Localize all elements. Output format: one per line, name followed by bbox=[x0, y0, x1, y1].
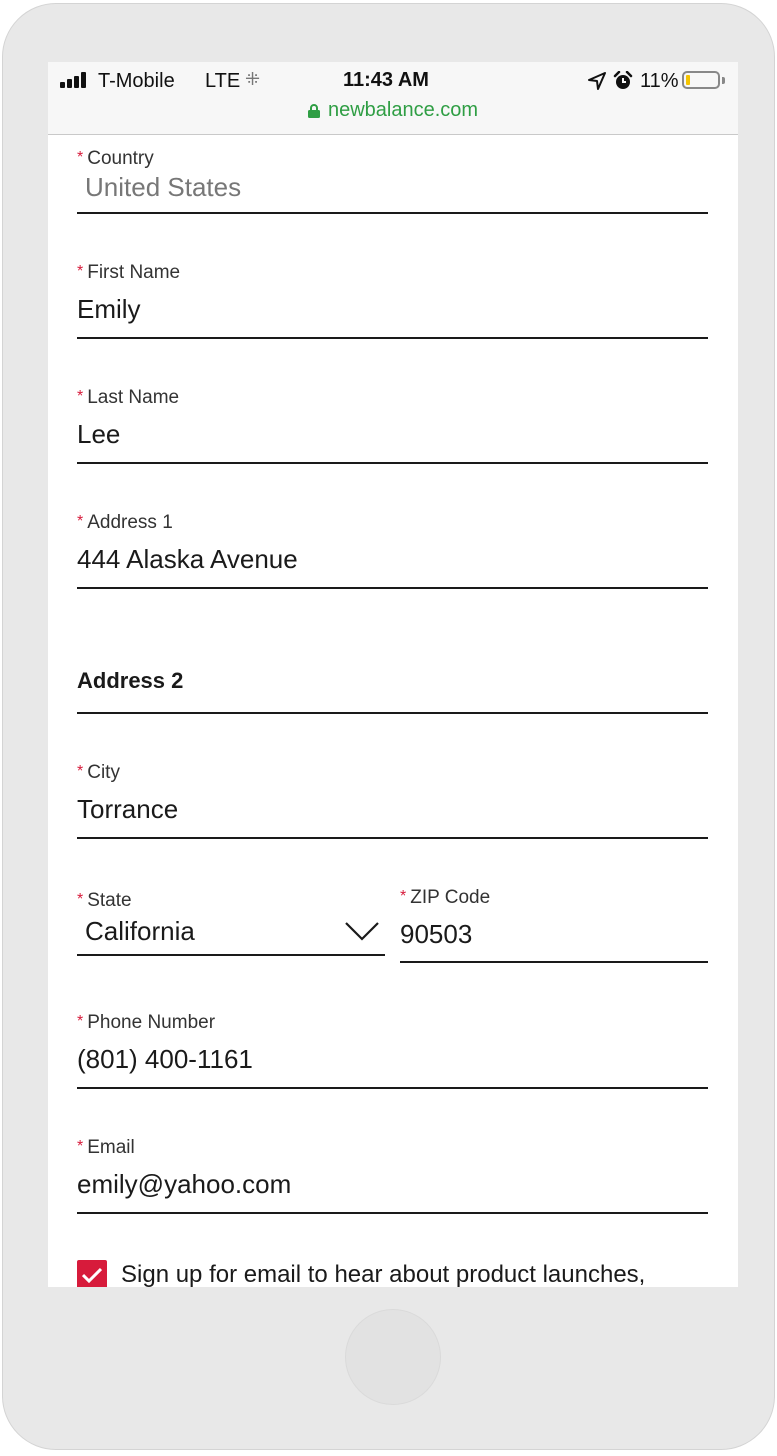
zip-label: * ZIP Code bbox=[400, 887, 491, 908]
city-label: * City bbox=[77, 762, 120, 783]
first-name-label: * First Name bbox=[77, 262, 181, 283]
battery-nub bbox=[722, 77, 725, 84]
phone-field[interactable] bbox=[77, 1010, 708, 1089]
address1-label: * Address 1 bbox=[77, 512, 173, 533]
country-field[interactable] bbox=[77, 146, 708, 214]
city-field[interactable] bbox=[77, 760, 708, 839]
newsletter-checkbox[interactable] bbox=[77, 1260, 107, 1287]
chevron-down-icon[interactable] bbox=[345, 921, 379, 941]
state-value[interactable]: California bbox=[85, 916, 195, 946]
first-name-input[interactable]: Emily bbox=[77, 294, 141, 324]
last-name-field[interactable] bbox=[77, 385, 708, 464]
location-arrow-icon bbox=[588, 72, 606, 90]
newsletter-label[interactable]: Sign up for email to hear about product launches, bbox=[121, 1261, 646, 1287]
country-label: * Country bbox=[77, 148, 154, 169]
last-name-label: * Last Name bbox=[77, 387, 180, 408]
address1-input[interactable]: 444 Alaska Avenue bbox=[77, 544, 298, 574]
zip-field[interactable] bbox=[400, 885, 708, 963]
address2-label: Address 2 bbox=[77, 668, 184, 693]
url-text: newbalance.com bbox=[327, 99, 479, 121]
email-label: * Email bbox=[77, 1137, 135, 1158]
address1-field[interactable] bbox=[77, 510, 708, 589]
state-label: * State bbox=[77, 890, 132, 911]
last-name-input[interactable]: Lee bbox=[77, 419, 121, 449]
state-select[interactable] bbox=[77, 888, 385, 956]
screen bbox=[48, 62, 738, 1287]
zip-input[interactable]: 90503 bbox=[400, 919, 473, 949]
phone-label: * Phone Number bbox=[77, 1012, 216, 1033]
home-button[interactable] bbox=[345, 1309, 441, 1405]
city-input[interactable]: Torrance bbox=[77, 794, 179, 824]
email-field[interactable] bbox=[77, 1135, 708, 1214]
status-bar bbox=[48, 62, 738, 135]
first-name-field[interactable] bbox=[77, 260, 708, 339]
phone-frame bbox=[2, 3, 775, 1450]
signal-icon bbox=[60, 72, 88, 88]
checkmark-icon bbox=[82, 1267, 102, 1283]
battery-icon bbox=[682, 71, 720, 89]
network-type: LTE bbox=[205, 70, 241, 92]
battery-percent: 11% bbox=[640, 70, 679, 92]
address2-field[interactable] bbox=[77, 666, 708, 714]
activity-spinner-icon: ⁜ bbox=[245, 69, 261, 89]
carrier-name: T-Mobile bbox=[98, 70, 175, 92]
lock-icon bbox=[308, 104, 320, 117]
phone-input[interactable]: (801) 400-1161 bbox=[77, 1044, 253, 1074]
email-input[interactable]: emily@yahoo.com bbox=[77, 1169, 292, 1199]
clock: 11:43 AM bbox=[343, 69, 429, 91]
address-bar[interactable] bbox=[48, 99, 738, 122]
country-value[interactable]: United States bbox=[85, 172, 242, 202]
alarm-clock-icon bbox=[613, 71, 633, 91]
